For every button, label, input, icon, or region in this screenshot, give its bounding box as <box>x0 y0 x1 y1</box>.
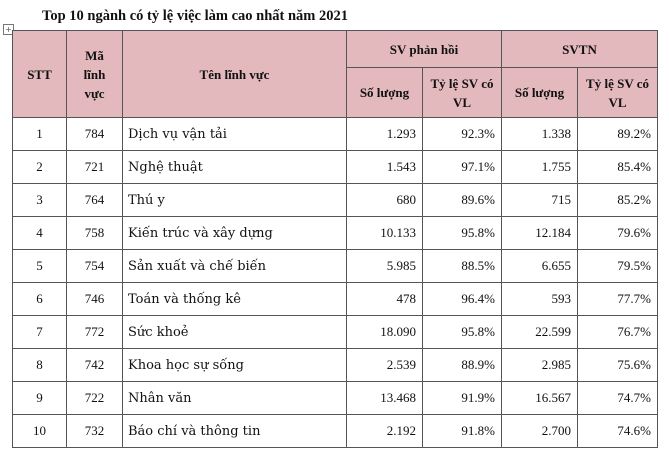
cell-ty-le-svtn: 77.7% <box>578 283 658 316</box>
cell-ty-le-phan-hoi: 91.8% <box>423 415 502 448</box>
cell-ty-le-phan-hoi: 95.8% <box>423 217 502 250</box>
cell-ty-le-phan-hoi: 88.9% <box>423 349 502 382</box>
cell-stt: 10 <box>13 415 67 448</box>
cell-ty-le-svtn: 85.2% <box>578 184 658 217</box>
cell-ma-linh-vuc: 758 <box>67 217 123 250</box>
cell-ten-linh-vuc: Sản xuất và chế biến <box>123 250 347 283</box>
cell-stt: 6 <box>13 283 67 316</box>
group-header-sv-phan-hoi: SV phản hồi <box>347 31 502 68</box>
cell-ma-linh-vuc: 784 <box>67 118 123 151</box>
cell-ty-le-phan-hoi: 91.9% <box>423 382 502 415</box>
table-move-handle-icon[interactable]: + <box>3 24 14 35</box>
cell-so-luong-phan-hoi: 680 <box>347 184 423 217</box>
col-header-ten-linh-vuc: Tên lĩnh vực <box>123 31 347 118</box>
cell-ma-linh-vuc: 742 <box>67 349 123 382</box>
table-row <box>13 415 658 448</box>
cell-stt: 1 <box>13 118 67 151</box>
employment-table <box>12 30 658 448</box>
cell-so-luong-svtn: 593 <box>502 283 578 316</box>
cell-so-luong-svtn: 6.655 <box>502 250 578 283</box>
cell-stt: 7 <box>13 316 67 349</box>
table-row <box>13 250 658 283</box>
cell-so-luong-svtn: 16.567 <box>502 382 578 415</box>
table-row <box>13 184 658 217</box>
cell-ma-linh-vuc: 732 <box>67 415 123 448</box>
cell-so-luong-svtn: 2.985 <box>502 349 578 382</box>
cell-ma-linh-vuc: 721 <box>67 151 123 184</box>
cell-so-luong-svtn: 715 <box>502 184 578 217</box>
table-body <box>13 118 658 448</box>
cell-ty-le-svtn: 74.7% <box>578 382 658 415</box>
cell-ty-le-phan-hoi: 88.5% <box>423 250 502 283</box>
cell-so-luong-phan-hoi: 1.543 <box>347 151 423 184</box>
cell-so-luong-phan-hoi: 18.090 <box>347 316 423 349</box>
cell-ma-linh-vuc: 746 <box>67 283 123 316</box>
cell-ty-le-svtn: 75.6% <box>578 349 658 382</box>
cell-ten-linh-vuc: Toán và thống kê <box>123 283 347 316</box>
cell-ma-linh-vuc: 764 <box>67 184 123 217</box>
cell-stt: 3 <box>13 184 67 217</box>
cell-ty-le-svtn: 76.7% <box>578 316 658 349</box>
cell-ty-le-svtn: 79.6% <box>578 217 658 250</box>
cell-so-luong-phan-hoi: 2.192 <box>347 415 423 448</box>
cell-so-luong-phan-hoi: 10.133 <box>347 217 423 250</box>
page-title: Top 10 ngành có tỷ lệ việc làm cao nhất năm 2021 <box>42 8 348 24</box>
cell-so-luong-phan-hoi: 13.468 <box>347 382 423 415</box>
cell-ty-le-phan-hoi: 89.6% <box>423 184 502 217</box>
cell-so-luong-svtn: 22.599 <box>502 316 578 349</box>
cell-ten-linh-vuc: Khoa học sự sống <box>123 349 347 382</box>
cell-ty-le-phan-hoi: 95.8% <box>423 316 502 349</box>
cell-stt: 4 <box>13 217 67 250</box>
cell-so-luong-phan-hoi: 5.985 <box>347 250 423 283</box>
table-row <box>13 151 658 184</box>
cell-ty-le-phan-hoi: 92.3% <box>423 118 502 151</box>
table-row <box>13 283 658 316</box>
cell-ty-le-svtn: 79.5% <box>578 250 658 283</box>
cell-ten-linh-vuc: Dịch vụ vận tải <box>123 118 347 151</box>
cell-ten-linh-vuc: Nhân văn <box>123 382 347 415</box>
cell-ten-linh-vuc: Báo chí và thông tin <box>123 415 347 448</box>
cell-ten-linh-vuc: Kiến trúc và xây dựng <box>123 217 347 250</box>
table-row <box>13 118 658 151</box>
group-header-svtn: SVTN <box>502 31 658 68</box>
cell-stt: 9 <box>13 382 67 415</box>
col-header-so-luong-svtn: Số lượng <box>502 68 578 118</box>
cell-so-luong-svtn: 2.700 <box>502 415 578 448</box>
col-header-ty-le-phan-hoi: Tỷ lệ SV có VL <box>423 68 502 118</box>
cell-stt: 5 <box>13 250 67 283</box>
cell-ten-linh-vuc: Nghệ thuật <box>123 151 347 184</box>
col-header-ma-linh-vuc: Mã lĩnh vực <box>67 31 123 118</box>
cell-so-luong-svtn: 1.755 <box>502 151 578 184</box>
cell-ten-linh-vuc: Sức khoẻ <box>123 316 347 349</box>
cell-so-luong-svtn: 1.338 <box>502 118 578 151</box>
col-header-ty-le-svtn: Tỷ lệ SV có VL <box>578 68 658 118</box>
col-header-so-luong-phan-hoi: Số lượng <box>347 68 423 118</box>
col-header-stt: STT <box>13 31 67 118</box>
cell-ty-le-svtn: 89.2% <box>578 118 658 151</box>
table-row <box>13 382 658 415</box>
cell-ma-linh-vuc: 722 <box>67 382 123 415</box>
cell-so-luong-svtn: 12.184 <box>502 217 578 250</box>
table-row <box>13 217 658 250</box>
cell-ten-linh-vuc: Thú y <box>123 184 347 217</box>
cell-ty-le-svtn: 74.6% <box>578 415 658 448</box>
cell-ty-le-phan-hoi: 96.4% <box>423 283 502 316</box>
cell-so-luong-phan-hoi: 1.293 <box>347 118 423 151</box>
cell-ma-linh-vuc: 754 <box>67 250 123 283</box>
cell-ty-le-svtn: 85.4% <box>578 151 658 184</box>
cell-so-luong-phan-hoi: 478 <box>347 283 423 316</box>
cell-stt: 2 <box>13 151 67 184</box>
cell-ty-le-phan-hoi: 97.1% <box>423 151 502 184</box>
table-row <box>13 316 658 349</box>
cell-stt: 8 <box>13 349 67 382</box>
table-row <box>13 349 658 382</box>
cell-ma-linh-vuc: 772 <box>67 316 123 349</box>
cell-so-luong-phan-hoi: 2.539 <box>347 349 423 382</box>
